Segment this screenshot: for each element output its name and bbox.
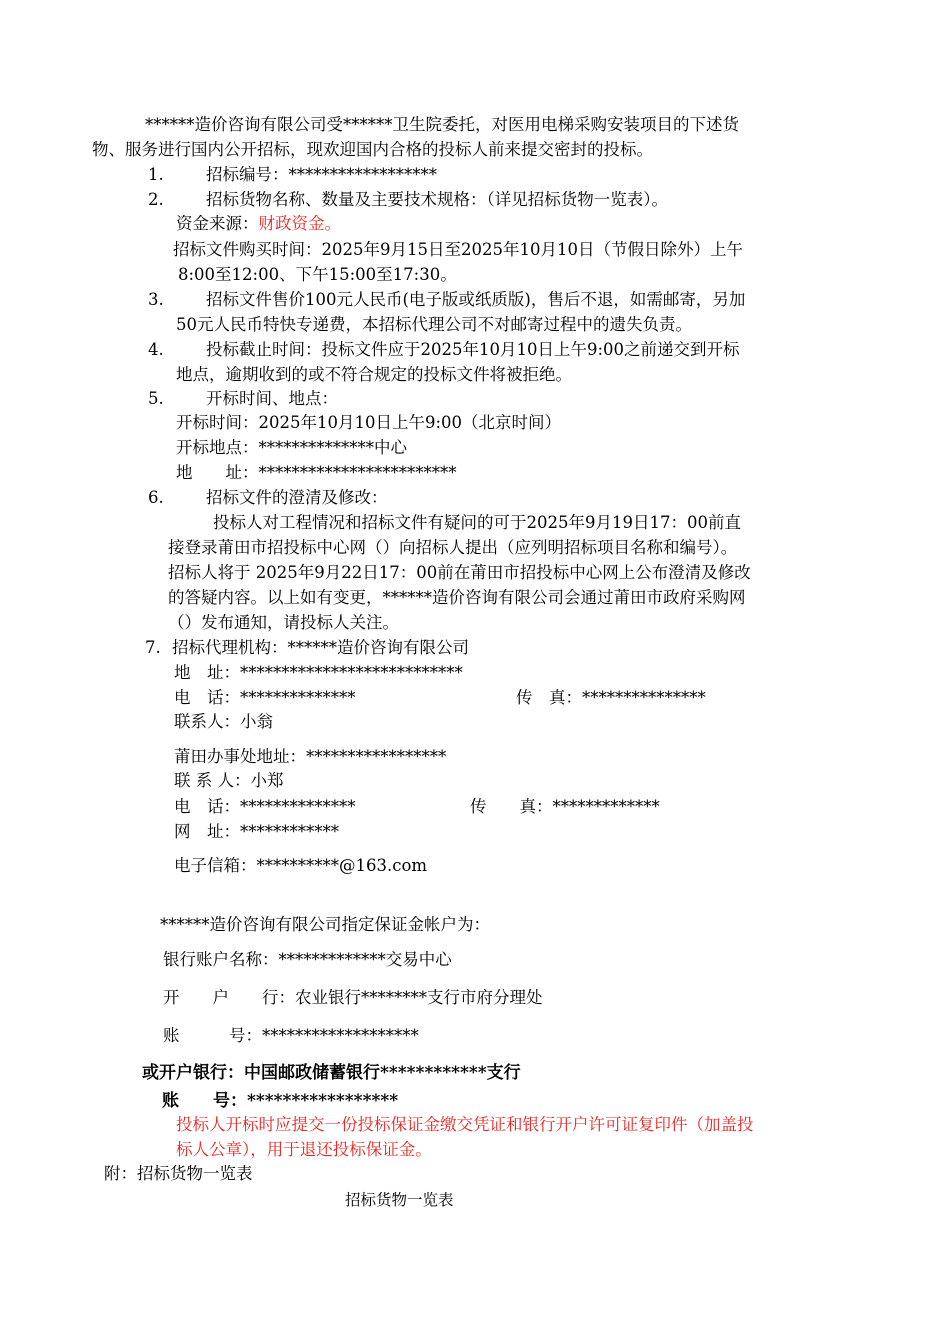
item-4-number: 4. xyxy=(148,340,164,359)
item-4-line-2: 地点，逾期收到的或不符合规定的投标文件将被拒绝。 xyxy=(176,365,572,384)
item-6-text: 招标文件的澄清及修改： xyxy=(206,488,388,507)
agency-contact: 联系人：小翁 xyxy=(174,712,273,731)
bank-account-number: 账 号：******************* xyxy=(163,1026,419,1045)
item-1-number: 1. xyxy=(148,165,164,184)
clarify-line-4: 的答疑内容。以上如有变更，******造价咨询有限公司会通过莆田市政府采购网 xyxy=(168,588,746,607)
deposit-account-title: ******造价咨询有限公司指定保证金帐户为： xyxy=(160,915,490,934)
putian-fax: 传 真：************* xyxy=(470,797,660,816)
item-5-text: 开标时间、地点： xyxy=(206,389,338,408)
item-3-line-1: 招标文件售价100元人民币(电子版或纸质版)，售后不退，如需邮寄，另加 xyxy=(206,290,746,309)
website: 网 址：************ xyxy=(174,822,339,841)
item-7-number: 7. xyxy=(145,638,161,657)
intro-line-1: ******造价咨询有限公司受******卫生院委托，对医用电梯采购安装项目的下述货 xyxy=(145,115,739,134)
clarify-line-2: 接登录莆田市招投标中心网（）向招标人提出（应列明招标项目名称和编号）。 xyxy=(168,538,738,557)
agency-address: 地 址：*************************** xyxy=(174,663,463,682)
bank-branch xyxy=(163,987,543,1009)
alternate-bank: 或开户银行：中国邮政储蓄银行************支行 xyxy=(142,1063,521,1083)
putian-office-address: 莆田办事处地址：***************** xyxy=(174,747,447,766)
agency-phone: 电 话：************** xyxy=(174,688,356,707)
purchase-time-line-1: 招标文件购买时间：2025年9月15日至2025年10月10日（节假日除外）上午 xyxy=(173,240,743,259)
item-2-text: 招标货物名称、数量及主要技术规格：（详见招标货物一览表）。 xyxy=(206,190,668,209)
funding-line xyxy=(176,213,341,235)
putian-contact: 联 系 人：小郑 xyxy=(174,771,284,790)
opening-address-label: 地 址： xyxy=(176,463,259,482)
goods-list-title: 招标货物一览表 xyxy=(345,1191,454,1209)
deposit-notice-line-2: 标人公章），用于退还投标保证金。 xyxy=(176,1140,432,1159)
opening-address xyxy=(176,462,457,484)
opening-time: 开标时间：2025年10月10日上午9:00（北京时间） xyxy=(176,413,562,432)
item-5-number: 5. xyxy=(148,389,164,408)
bank-account-name: 银行账户名称：*************交易中心 xyxy=(163,950,452,969)
attachment-label: 附：招标货物一览表 xyxy=(104,1164,253,1183)
agency-fax: 传 真：*************** xyxy=(516,688,706,707)
funding-label: 资金来源： xyxy=(176,214,259,233)
item-4-line-1: 投标截止时间：投标文件应于2025年10月10日上午9:00之前递交到开标 xyxy=(206,340,740,359)
clarify-line-1: 投标人对工程情况和招标文件有疑问的可于2025年9月19日17：00前直 xyxy=(213,513,741,532)
alternate-account: 账 号：***************** xyxy=(162,1091,399,1111)
deposit-notice-line-1: 投标人开标时应提交一份投标保证金缴交凭证和银行开户许可证复印件（加盖投 xyxy=(176,1115,754,1134)
opening-address-value: ************************ xyxy=(258,463,457,482)
bank-branch-value: 农业银行********支行市府分理处 xyxy=(295,988,543,1007)
item-1-text: 招标编号：****************** xyxy=(206,165,437,184)
item-2-number: 2. xyxy=(148,190,164,209)
item-7-text: 招标代理机构：******造价咨询有限公司 xyxy=(172,638,469,657)
clarify-line-3: 招标人将于 2025年9月22日17：00前在莆田市招投标中心网上公布澄清及修改 xyxy=(168,563,751,582)
putian-phone: 电 话：************** xyxy=(174,797,356,816)
intro-line-2: 物、服务进行国内公开招标，现欢迎国内合格的投标人前来提交密封的投标。 xyxy=(92,140,653,159)
email: 电子信箱：**********@163.com xyxy=(174,856,428,875)
item-3-number: 3. xyxy=(148,290,164,309)
opening-place: 开标地点：**************中心 xyxy=(176,438,407,457)
purchase-time-line-2: 8:00至12:00、下午15:00至17:30。 xyxy=(178,265,457,284)
funding-value: 财政资金。 xyxy=(258,214,341,233)
clarify-line-5: （）发布通知，请投标人关注。 xyxy=(168,613,399,632)
item-3-line-2: 50元人民币特快专递费，本招标代理公司不对邮寄过程中的遗失负责。 xyxy=(176,315,692,334)
item-6-number: 6. xyxy=(148,488,164,507)
bank-branch-label: 开 户 行： xyxy=(163,988,295,1007)
